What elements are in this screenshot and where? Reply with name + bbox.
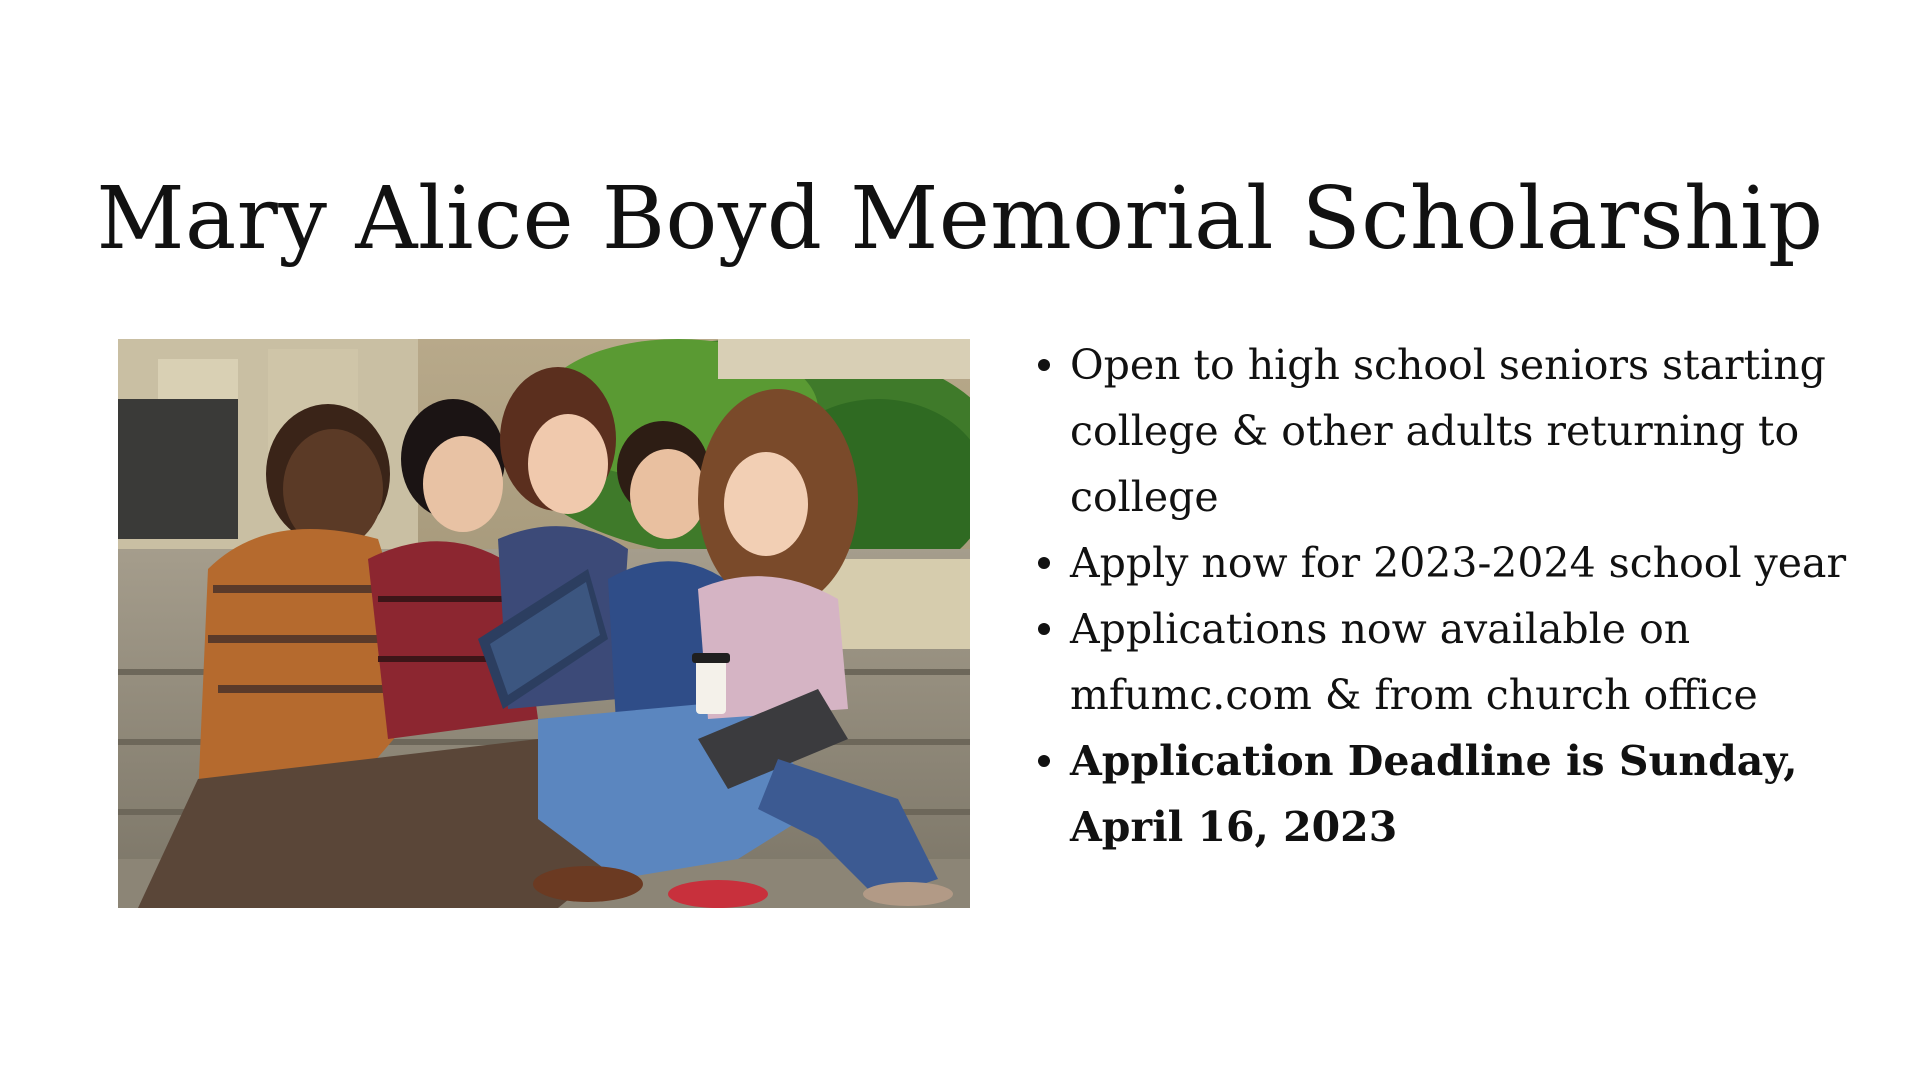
bullet-dot-icon: [1038, 623, 1050, 635]
bullet-list: [1040, 332, 1870, 860]
students-photo-illustration: [118, 339, 970, 908]
bullet-item-availability: [1040, 596, 1870, 728]
bullet-item-deadline: [1040, 728, 1870, 860]
slide-title: Mary Alice Boyd Memorial Scholarship: [96, 169, 1824, 269]
bullet-dot-icon: [1038, 755, 1050, 767]
bullet-item-school-year: [1040, 530, 1870, 596]
bullet-text: Apply now for 2023-2024 school year: [1070, 539, 1847, 587]
bullet-text: Application Deadline is Sunday, April 16, 2023: [1070, 737, 1798, 851]
bullet-text: Applications now available on mfumc.com & from church office: [1070, 605, 1758, 719]
bullet-dot-icon: [1038, 359, 1050, 371]
bullet-item-eligibility: [1040, 332, 1870, 530]
bullet-text: Open to high school seniors starting college & other adults returning to college: [1070, 341, 1826, 521]
bullet-dot-icon: [1038, 557, 1050, 569]
students-photo: [118, 339, 970, 908]
